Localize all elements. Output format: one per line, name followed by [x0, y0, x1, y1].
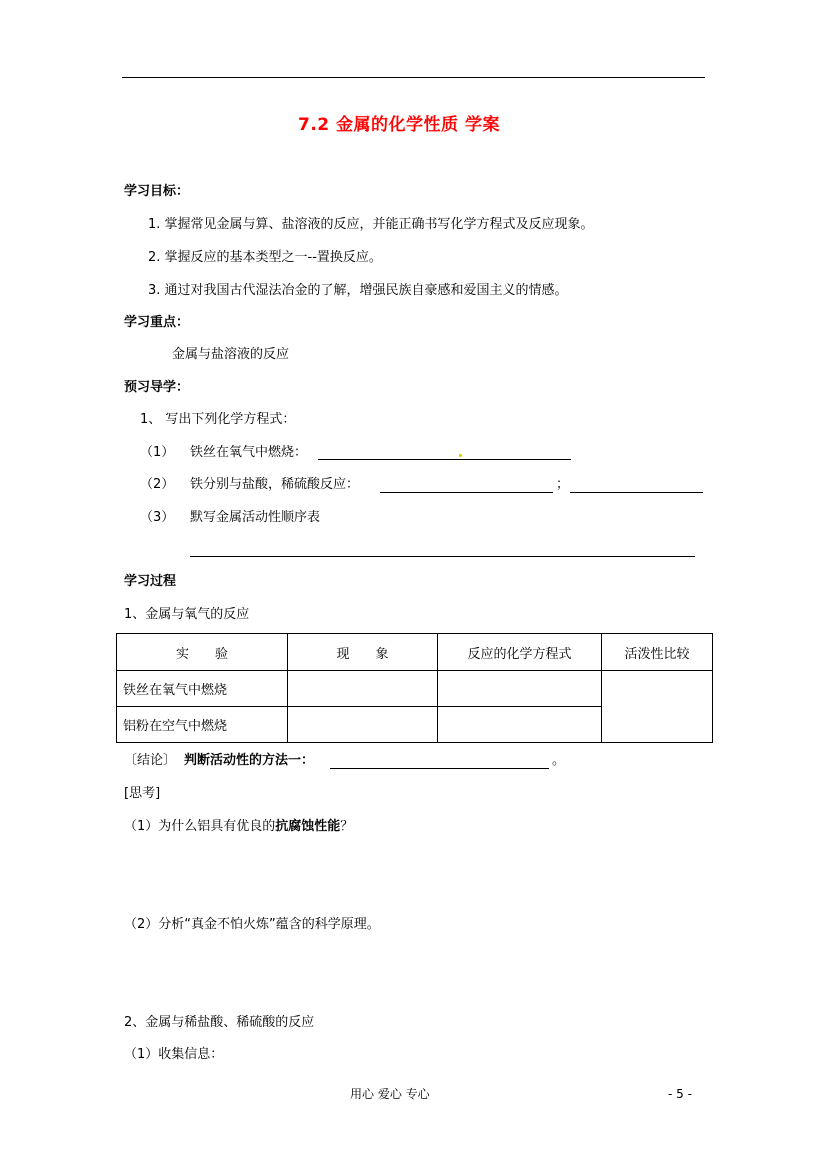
table-cell: 铝粉在空气中燃烧: [117, 707, 288, 743]
preview-heading: 预习导学：: [124, 380, 190, 395]
footer-motto: 用心 爱心 专心: [350, 1087, 430, 1101]
question-text: 默写金属活动性顺序表: [190, 510, 321, 525]
page-number: - 5 -: [668, 1087, 692, 1101]
key-points-text: 金属与盐溶液的反应: [172, 347, 290, 362]
objective-item: 2. 掌握反应的基本类型之一--置换反应。: [148, 250, 382, 265]
answer-blank[interactable]: [570, 492, 703, 493]
table-cell-merged[interactable]: [602, 671, 713, 743]
table-cell[interactable]: [288, 707, 438, 743]
question-text: 铁分别与盐酸，稀硫酸反应：: [190, 477, 360, 492]
objective-item: 3. 通过对我国古代湿法冶金的了解，增强民族自豪感和爱国主义的情感。: [148, 283, 568, 298]
think-question-1-highlight: 抗腐蚀性能: [275, 819, 341, 834]
separator: ；: [556, 477, 570, 492]
think-heading: [思考]: [124, 786, 161, 801]
collect-info: （1）收集信息：: [124, 1047, 224, 1062]
objective-item: 1. 掌握常见金属与算、盐溶液的反应，并能正确书写化学方程式及反应现象。: [148, 217, 594, 232]
question-number: （3）: [140, 510, 175, 525]
table-cell: 铁丝在氧气中燃烧: [117, 671, 288, 707]
section-2-heading: 2、金属与稀盐酸、稀硫酸的反应: [124, 1015, 315, 1030]
table-cell[interactable]: [288, 671, 438, 707]
answer-blank[interactable]: [330, 768, 549, 769]
think-question-2: （2）分析“真金不怕火炼”蕴含的科学原理。: [124, 917, 380, 932]
question-text: 铁丝在氧气中燃烧：: [190, 445, 308, 460]
header-rule: [122, 77, 705, 78]
think-question-1: [124, 819, 353, 835]
yellow-dot: [459, 454, 462, 457]
table-header-cell: 活泼性比较: [602, 634, 713, 671]
table-header-cell: 现 象: [288, 634, 438, 671]
conclusion-end: 。: [552, 753, 566, 768]
table-cell[interactable]: [438, 707, 602, 743]
question-number: （1）: [140, 445, 175, 460]
think-question-1-end: ？: [340, 819, 354, 834]
table-header-cell: 实 验: [117, 634, 288, 671]
process-heading: 学习过程: [124, 574, 177, 589]
section-1-heading: 1、金属与氧气的反应: [124, 607, 250, 622]
answer-blank[interactable]: [318, 459, 571, 460]
conclusion-prefix: 〔结论〕: [124, 753, 177, 768]
preview-item-1: 1、 写出下列化学方程式：: [140, 412, 296, 427]
key-points-heading: 学习重点：: [124, 315, 190, 330]
answer-blank[interactable]: [380, 492, 553, 493]
experiment-table: [116, 633, 713, 743]
table-header-cell: 反应的化学方程式: [438, 634, 602, 671]
question-number: （2）: [140, 477, 175, 492]
table-row: [117, 671, 713, 707]
page-title: 7.2 金属的化学性质 学案: [298, 115, 500, 135]
think-question-1-prefix: （1）为什么铝具有优良的: [124, 819, 276, 834]
objectives-heading: 学习目标：: [124, 184, 190, 199]
answer-blank[interactable]: [190, 556, 695, 557]
table-cell[interactable]: [438, 671, 602, 707]
table-header-row: [117, 634, 713, 671]
conclusion-text: 判断活动性的方法一：: [184, 753, 315, 768]
